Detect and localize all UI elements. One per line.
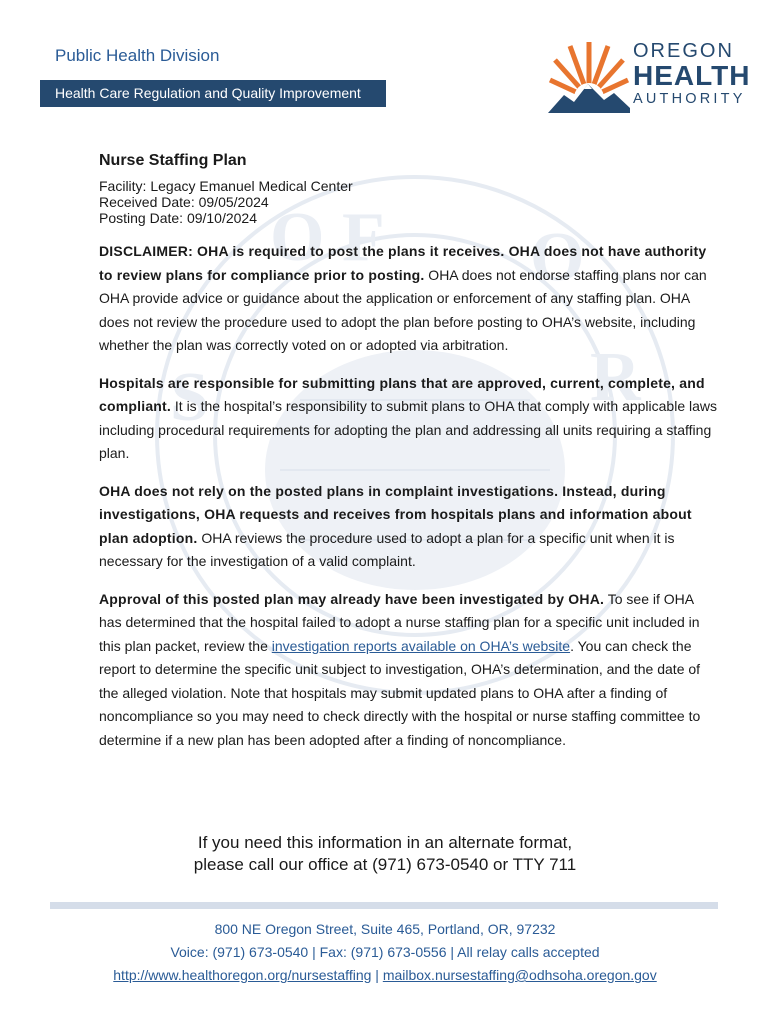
facility-line: Facility: Legacy Emanuel Medical Center	[99, 178, 353, 194]
logo-authority-text: AUTHORITY	[633, 91, 746, 107]
sunburst-mountain-icon	[548, 38, 630, 113]
svg-text:R: R	[590, 339, 641, 416]
hospital-responsibility-paragraph: Hospitals are responsible for submitting plans that are approved, current, complete, and compliant. It is the hospital’s responsibility to submit plans to OHA that comply with applicable laws including procedural requirements for adopting the plan and addressing all units requiring a staffing plan.	[99, 374, 718, 461]
svg-text:O F: O F	[270, 199, 385, 276]
approval-paragraph: Approval of this posted plan may already have been investigated by OHA. To see if OHA has determined that the hospital failed to adopt a nurse staffing plan for a specific unit included in this plan packet, review the investigation reports available on OHA’s website. You can check the report to determine the specific unit subject to investigation, OHA’s determination, and the date of the alleged violation. Note that hospitals may submit updated plans to OHA after a finding of noncompliance so you may need to check directly with the hospital or nurse staffing committee to determine if a new plan has been adopted after a finding of noncompliance.	[99, 590, 701, 748]
alternate-format-line1: If you need this information in an alternate format,	[197, 833, 573, 852]
division-title: Public Health Division	[55, 46, 220, 65]
footer	[0, 918, 770, 987]
alternate-format-notice	[0, 832, 770, 876]
posting-date: Posting Date: 09/10/2024	[99, 210, 258, 226]
alternate-format-line2: please call our office at (971) 673-0540 or TTY 711	[193, 855, 577, 874]
complaint-investigation-paragraph: OHA does not rely on the posted plans in complaint investigations. Instead, during investigations, OHA requests and receives from hospitals plans and information about plan adoption. OHA reviews the procedure used to adopt a plan for a specific unit when it is necessary for the investigation of a valid complaint.	[99, 482, 692, 569]
received-date: Received Date: 09/05/2024	[99, 194, 269, 210]
disclaimer-paragraph: DISCLAIMER: OHA is required to post the plans it receives. OHA does not have authority to review plans for compliance prior to posting. OHA does not endorse staffing plans nor can OHA provide advice or guidance about the application or enforcement of any staffing plan. OHA does not review the procedure used to adopt the plan before posting to OHA’s website, including whether the plan was correctly voted on or adopted via arbitration.	[99, 243, 707, 353]
logo-oregon-text: OREGON	[633, 40, 734, 62]
website-link[interactable]: http://www.healthoregon.org/nursestaffing	[113, 967, 372, 983]
footer-address: 800 NE Oregon Street, Suite 465, Portland, OR, 97232	[214, 921, 556, 937]
footer-divider	[50, 902, 718, 909]
document-body	[99, 150, 719, 752]
footer-separator: |	[371, 967, 383, 983]
investigation-reports-link[interactable]: investigation reports available on OHA’s website	[271, 637, 571, 654]
footer-phone: Voice: (971) 673-0540 | Fax: (971) 673-0556 | All relay calls accepted	[170, 944, 600, 960]
unit-banner: Health Care Regulation and Quality Improvement	[40, 80, 386, 107]
footer-links	[0, 964, 770, 987]
document-title: Nurse Staffing Plan	[99, 152, 247, 169]
logo-health-text: HEALTH	[633, 60, 751, 91]
svg-text:S: S	[170, 359, 209, 436]
svg-text:O: O	[530, 219, 585, 296]
email-link[interactable]: mailbox.nursestaffing@odhsoha.oregon.gov	[382, 967, 657, 983]
oha-logo	[548, 38, 751, 113]
